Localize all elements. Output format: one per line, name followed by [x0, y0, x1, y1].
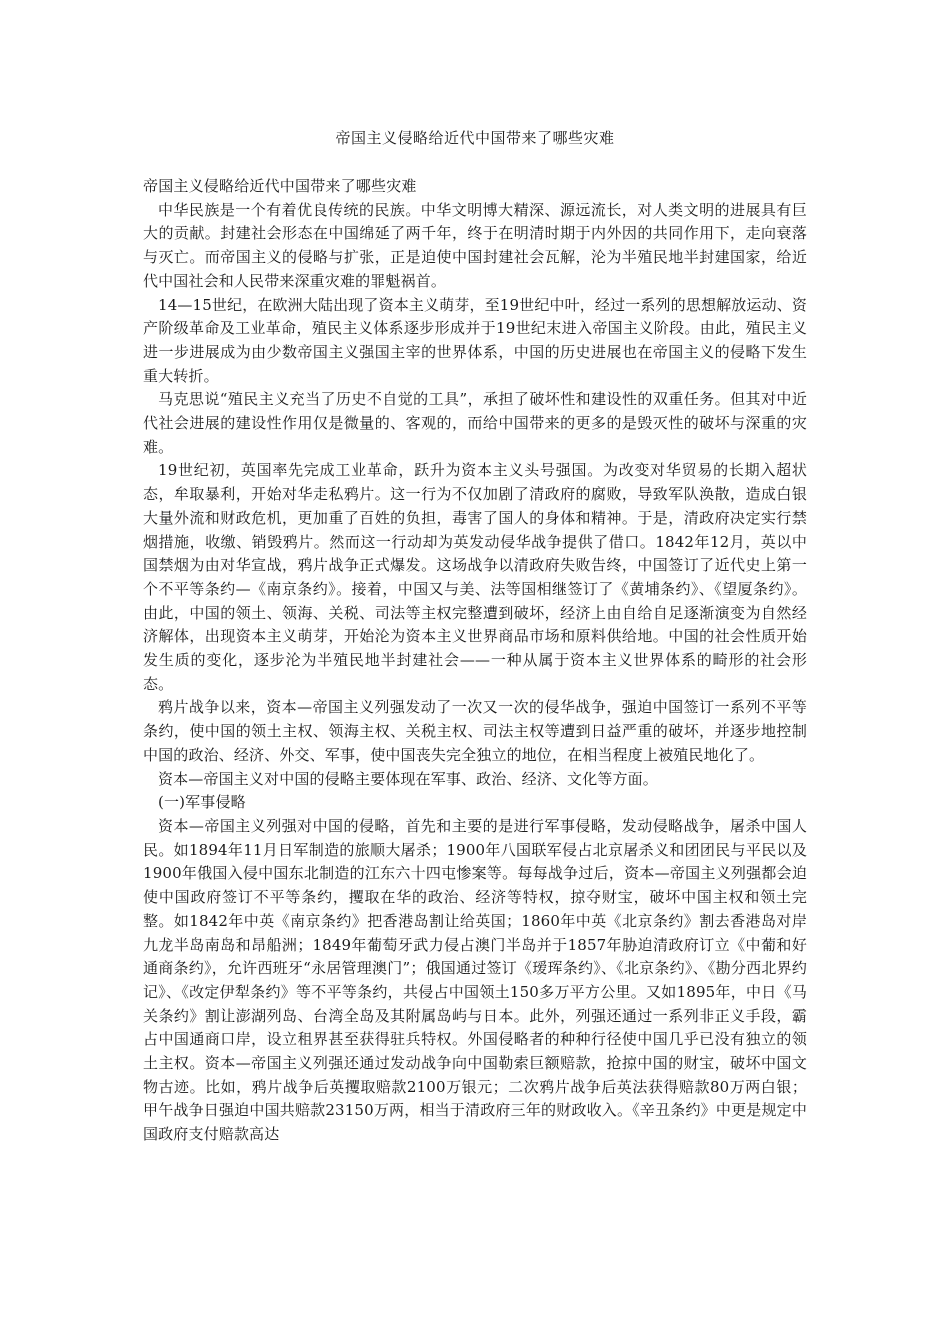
paragraph-unequal-treaties: 鸦片战争以来，资本—帝国主义列强发动了一次又一次的侵华战争，强迫中国签订一系列不平等条约，使中国的领土主权、领海主权、关税主权、司法主权等遭到日益严重的破坏，并逐步地控制中国的政治、经济、外交、军事，使中国丧失完全独立的地位，在相当程度上被殖民地化了。 — [143, 698, 807, 764]
paragraph-military-aggression: 资本—帝国主义列强对中国的侵略，首先和主要的是进行军事侵略，发动侵略战争，屠杀中国人民。如1894年11月日军制造的旅顺大屠杀；1900年八国联军侵占北京屠杀义和团团民与平民以及1900年俄国入侵中国东北制造的江东六十四屯惨案等。每每战争过后，资本—帝国主义列强都会迫使中国政府签订不平等条约，攫取在华的政治、经济等特权，掠夺财宝，破坏中国主权和领土完整。如1842年中英《南京条约》把香港岛割让给英国；1860年中英《北京条约》割去香港岛对岸九龙半岛南岛和昂船洲；1849年葡萄牙武力侵占澳门半岛并于1857年胁迫清政府订立《中葡和好通商条约》，允许西班牙“永居管理澳门”；俄国通过签订《瑷珲条约》、《北京条约》、《勘分西北界约记》、《改定伊犁条约》等不平等条约，共侵占中国领土150多万平方公里。又如1895年，中日《马关条约》割让澎湖列岛、台湾全岛及其附属岛屿与日本。此外，列强还通过一系列非正义手段，霸占中国通商口岸，设立租界甚至获得驻兵特权。外国侵略者的种种行径使中国几乎已没有独立的领土主权。资本—帝国主义列强还通过发动战争向中国勒索巨额赔款，抢掠中国的财宝，破坏中国文物古迹。比如，鸦片战争后英攫取赔款2100万银元；二次鸦片战争后英法获得赔款80万两白银；甲午战争日强迫中国共赔款23150万两，相当于清政府三年的财政收入。《辛丑条约》中更是规定中国政府支付赔款高达 — [143, 816, 807, 1144]
section-heading-military: (一)军事侵略 — [158, 793, 246, 812]
paragraph-colonialism-origin: 14—15世纪，在欧洲大陆出现了资本主义萌芽，至19世纪中叶，经过一系列的思想解放运动、资产阶级革命及工业革命，殖民主义体系逐步形成并于19世纪末进入帝国主义阶段。由此，殖民主义进一步进展成为由少数帝国主义强国主宰的世界体系，中国的历史进展也在帝国主义的侵略下发生重大转折。 — [143, 295, 808, 385]
paragraph-opium-war: 19世纪初，英国率先完成工业革命，跃升为资本主义头号强国。为改变对华贸易的长期入超状态，牟取暴利，开始对华走私鸦片。这一行为不仅加剧了清政府的腐败，导致军队涣散，造成白银大量外流和财政危机，更加重了百姓的负担，毒害了国人的身体和精神。于是，清政府决定实行禁烟措施，收缴、销毁鸦片。然而这一行动却为英发动侵华战争提供了借口。1842年12月，英以中国禁烟为由对华宣战，鸦片战争正式爆发。这场战争以清政府失败告终，中国签订了近代史上第一个不平等条约—《南京条约》。接着，中国又与美、法等国相继签订了《黄埔条约》、《望厦条约》。由此，中国的领土、领海、关税、司法等主权完整遭到破坏，经济上由自给自足逐渐演变为自然经济解体，出现资本主义萌芽，开始沦为资本主义世界商品市场和原料供给地。中国的社会性质开始发生质的变化，逐步沦为半殖民地半封建社会——一种从属于资本主义世界体系的畸形的社会形态。 — [143, 461, 807, 693]
paragraph-marx-quote: 马克思说“殖民主义充当了历史不自觉的工具”，承担了破坏性和建设性的双重任务。但其对中近代社会进展的建设性作用仅是微量的、客观的，而给中国带来的更多的是毁灭性的破坏与深重的灾难。 — [143, 390, 807, 456]
document-subtitle: 帝国主义侵略给近代中国带来了哪些灾难 — [143, 177, 417, 195]
paragraph-aspects: 资本—帝国主义对中国的侵略主要体现在军事、政治、经济、文化等方面。 — [158, 769, 658, 788]
document-body — [143, 175, 807, 1147]
paragraph-intro: 中华民族是一个有着优良传统的民族。中华文明博大精深、源远流长，对人类文明的进展具有巨大的贡献。封建社会形态在中国绵延了两千年，终于在明清时期于内外因的共同作用下，走向衰落与灭亡。而帝国主义的侵略与扩张，正是迫使中国封建社会瓦解，沦为半殖民地半封建国家，给近代中国社会和人民带来深重灾难的罪魁祸首。 — [143, 200, 807, 290]
page-title: 帝国主义侵略给近代中国带来了哪些灾难 — [335, 129, 615, 147]
